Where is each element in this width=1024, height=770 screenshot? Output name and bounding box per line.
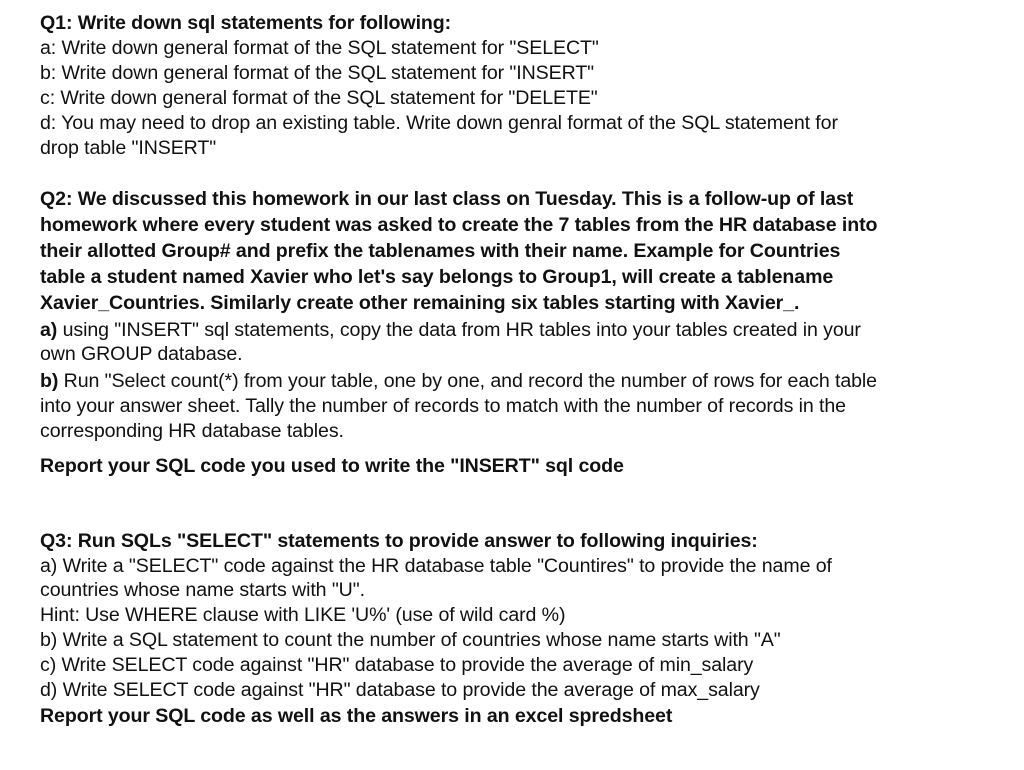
q2-heading-line: table a student named Xavier who let's say belongs to Group1, will create a tablename	[40, 266, 834, 288]
q1-item-a: a: Write down general format of the SQL statement for "SELECT"	[40, 37, 599, 59]
q3-item-a-cont: countries whose name starts with "U".	[40, 579, 365, 601]
q2-item-b-cont: corresponding HR database tables.	[40, 420, 344, 442]
q3-item-b: b) Write a SQL statement to count the number of countries whose name starts with "A"	[40, 629, 781, 651]
q2-report: Report your SQL code you used to write the "INSERT" sql code	[40, 455, 624, 477]
q1-heading: Q1: Write down sql statements for following:	[40, 12, 452, 34]
q3-report: Report your SQL code as well as the answers in an excel spredsheet	[40, 705, 673, 727]
q2-item-a-cont: own GROUP database.	[40, 343, 243, 365]
q3-heading: Q3: Run SQLs "SELECT" statements to provide answer to following inquiries:	[40, 530, 758, 552]
q1-item-d-cont: drop table "INSERT"	[40, 137, 217, 159]
q3-item-a: a) Write a "SELECT" code against the HR database table "Countires" to provide the name of	[40, 555, 832, 577]
q1-item-c: c: Write down general format of the SQL statement for "DELETE"	[40, 87, 598, 109]
q2-item-b-label: b)	[40, 370, 59, 392]
q2-heading-line: Xavier_Countries. Similarly create other remaining six tables starting with Xavier_.	[40, 292, 800, 314]
q2-heading-line: homework where every student was asked to create the 7 tables from the HR database into	[40, 214, 878, 236]
q3-item-d: d) Write SELECT code against "HR" database to provide the average of max_salary	[40, 679, 760, 701]
q2-item-a-label: a)	[40, 319, 58, 341]
q1-item-b: b: Write down general format of the SQL statement for "INSERT"	[40, 62, 595, 84]
q2-item-a	[40, 318, 861, 342]
q2-item-a-text: using "INSERT" sql statements, copy the data from HR tables into your tables created in your	[57, 319, 861, 341]
q2-heading-line: their allotted Group# and prefix the tablenames with their name. Example for Countries	[40, 240, 841, 262]
q2-item-b	[40, 369, 877, 393]
q1-item-d: d: You may need to drop an existing table. Write down genral format of the SQL statement for	[40, 112, 838, 134]
q2-item-b-text: Run "Select count(*) from your table, one by one, and record the number of rows for each table	[58, 370, 877, 392]
q3-item-c: c) Write SELECT code against "HR" database to provide the average of min_salary	[40, 654, 754, 676]
q3-hint: Hint: Use WHERE clause with LIKE 'U%' (use of wild card %)	[40, 604, 566, 626]
q2-heading-line: Q2: We discussed this homework in our last class on Tuesday. This is a follow-up of last	[40, 188, 854, 210]
q2-item-b-cont: into your answer sheet. Tally the number of records to match with the number of records in the	[40, 395, 846, 417]
